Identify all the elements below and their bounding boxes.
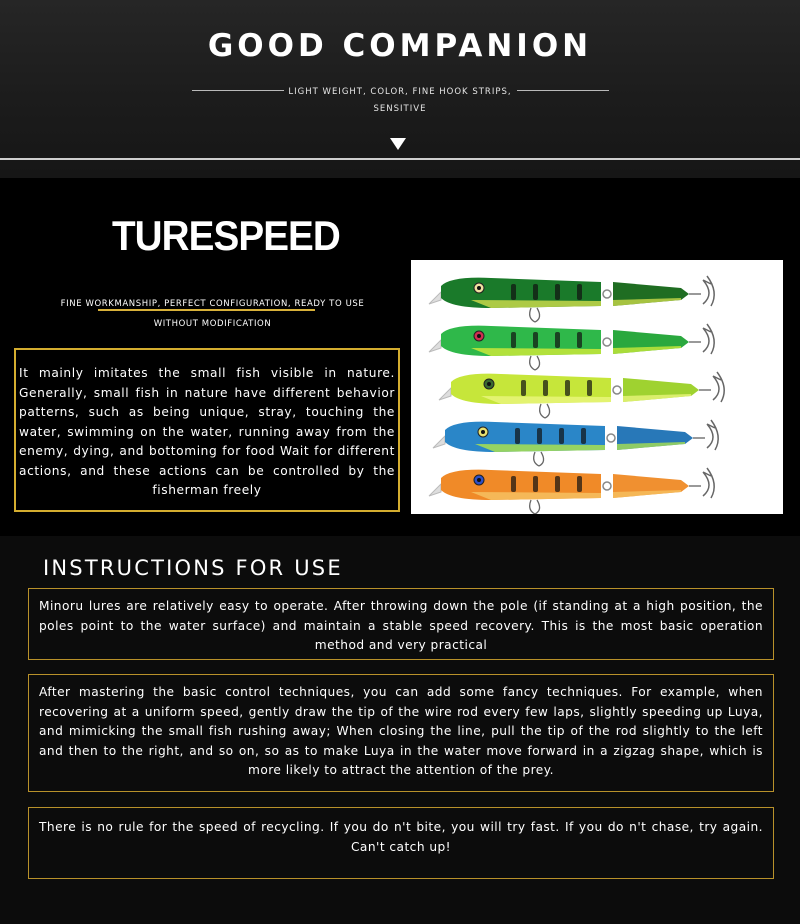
hook-icon: [703, 468, 714, 498]
lure-stripe: [577, 284, 582, 300]
lure: [429, 276, 714, 322]
lure-joint: [607, 434, 615, 442]
hook-icon: [530, 500, 540, 514]
hook-icon: [703, 324, 714, 354]
hook-icon: [530, 308, 540, 322]
lure-joint: [613, 386, 621, 394]
lure-belly: [475, 444, 605, 452]
hook-icon: [530, 356, 540, 370]
lure-pupil: [477, 286, 481, 290]
brand-divider: [98, 309, 315, 311]
instruction-text: Minoru lures are relatively easy to operate. After throwing down the pole (if standing at a high position, the poles point to the water surface) and maintain a stable speed recovery. This is the most basic operation method and very practical: [39, 599, 763, 652]
lure-stripe: [537, 428, 542, 444]
instructions-section: [0, 536, 800, 924]
lure-product-photo: [411, 260, 783, 514]
hero-divider-right: [517, 90, 609, 91]
brand-tagline: FINE WORKMANSHIP, PERFECT CONFIGURATION, READY TO USE WITHOUT MODIFICATION: [60, 299, 365, 329]
hero-title: GOOD COMPANION: [207, 28, 593, 64]
hook-icon: [707, 420, 718, 450]
hook-icon: [534, 452, 544, 466]
lure-joint: [603, 290, 611, 298]
hook-icon: [703, 276, 714, 306]
brand-section: [0, 178, 800, 536]
lure-joint: [603, 338, 611, 346]
instruction-box: [28, 588, 774, 660]
lure-stripe: [511, 476, 516, 492]
instruction-box: [28, 807, 774, 879]
lure-stripe: [511, 332, 516, 348]
lure-belly: [471, 348, 601, 356]
lure-stripe: [555, 332, 560, 348]
lure-stripe: [533, 284, 538, 300]
instruction-text: There is no rule for the speed of recycling. If you do n't bite, you will try fast. If you do n't chase, try again. Can't catch up!: [39, 820, 763, 854]
lure-lip: [429, 340, 441, 352]
lure-pupil: [481, 430, 485, 434]
lure-pupil: [477, 334, 481, 338]
hook-icon: [540, 404, 550, 418]
brand-description-box: [14, 348, 400, 512]
lure-stripe: [511, 284, 516, 300]
lure-lip: [433, 436, 445, 448]
lure-stripe: [521, 380, 526, 396]
lure-stripe: [533, 332, 538, 348]
instructions-title: INSTRUCTIONS FOR USE: [43, 556, 343, 580]
lure-stripe: [543, 380, 548, 396]
lure-stripe: [587, 380, 592, 396]
lure-stripe: [533, 476, 538, 492]
lure-stripe: [555, 284, 560, 300]
lure-lip: [429, 292, 441, 304]
hero-section: [0, 0, 800, 178]
lure: [429, 324, 714, 370]
lure-stripe: [565, 380, 570, 396]
lure-pupil: [477, 478, 481, 482]
hero-subtitle: LIGHT WEIGHT, COLOR, FINE HOOK STRIPS, SENSITIVE: [288, 87, 512, 114]
lure-pupil: [487, 382, 491, 386]
lure-belly: [471, 492, 601, 500]
lure: [429, 468, 714, 514]
lure-stripe: [581, 428, 586, 444]
lure-belly: [481, 396, 611, 404]
hero-bottom-divider: [0, 158, 800, 160]
lure-lip: [429, 484, 441, 496]
brand-description: It mainly imitates the small fish visible in nature. Generally, small fish in nature have different behavior patterns, such as being unique, stray, touching the water, swimming on the water, running away from the enemy, dying, and bottoming for food Wait for different actions, and these actions can be controlled by the fisherman freely: [19, 366, 395, 497]
brand-name: TURESPEED: [112, 212, 340, 259]
lure-stripe: [555, 476, 560, 492]
lure-lip: [439, 388, 451, 400]
lure-stripe: [515, 428, 520, 444]
lure-stripe: [559, 428, 564, 444]
lure: [439, 372, 724, 418]
lure: [433, 420, 718, 466]
triangle-down-icon: [390, 138, 406, 150]
instruction-text: After mastering the basic control techniques, you can add some fancy techniques. For example, when recovering at a uniform speed, gently draw the tip of the wire rod every few laps, slightly speeding up Luya, and mimicking the small fish rushing away; When closing the line, pull the tip of the rod slightly to the left and then to the right, and so on, so as to make Luya in the water move forward in a zigzag shape, which is more likely to attract the attention of the prey.: [39, 685, 763, 777]
hook-icon: [713, 372, 724, 402]
lure-belly: [471, 300, 601, 308]
lure-stripe: [577, 476, 582, 492]
lure-joint: [603, 482, 611, 490]
lure-stripe: [577, 332, 582, 348]
hero-divider-left: [192, 90, 284, 91]
lures-illustration: [411, 260, 783, 514]
instruction-box: [28, 674, 774, 792]
